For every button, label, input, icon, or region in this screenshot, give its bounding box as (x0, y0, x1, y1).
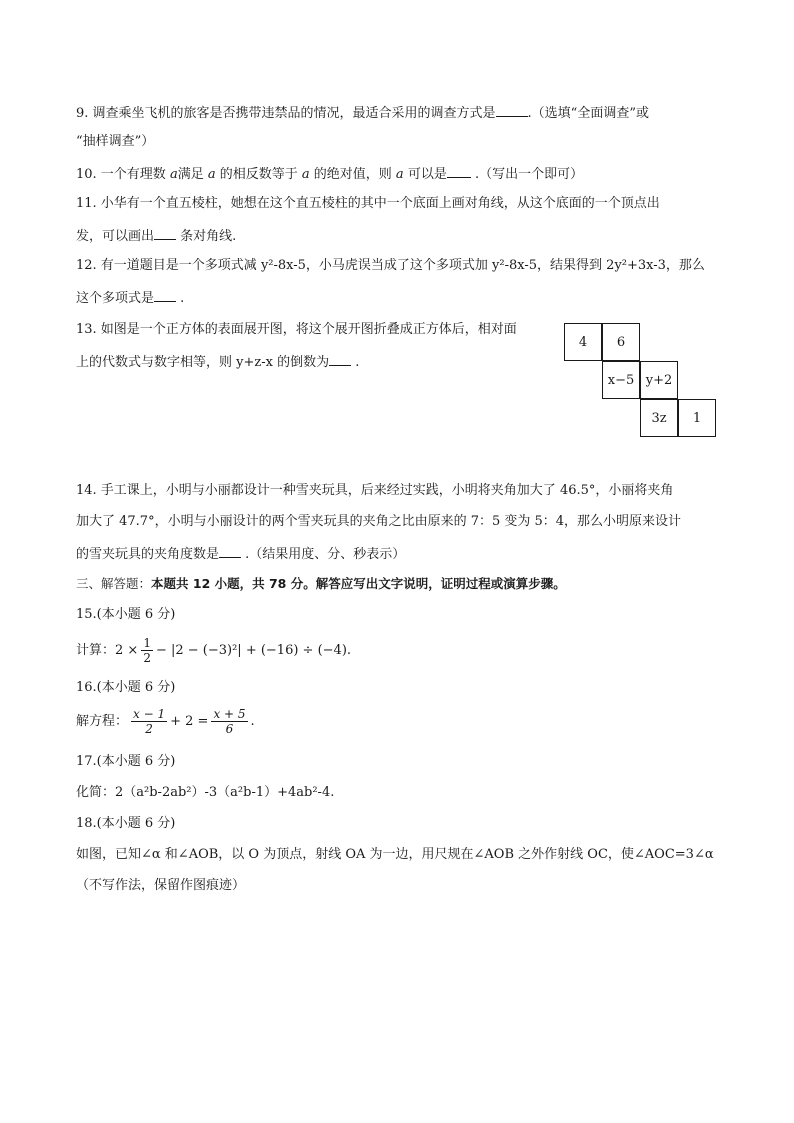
q11-text: 发，可以画出 (76, 229, 155, 244)
answer-blank (219, 543, 241, 558)
q10-text: 可以是 (403, 167, 447, 182)
answer-blank (329, 351, 351, 366)
question-16-title: 16.(本小题 6 分) (76, 680, 176, 695)
net-cell: 4 (564, 323, 602, 361)
question-17-title: 17.(本小题 6 分) (76, 754, 176, 769)
question-14-line-3 (76, 543, 405, 565)
question-9-line-1 (76, 102, 649, 124)
question-9-line-2: “抽样调查”） (76, 134, 155, 149)
numerator: 1 (143, 636, 151, 650)
question-15-expression (76, 636, 351, 665)
net-cell: 3z (640, 399, 678, 437)
answer-blank (154, 225, 176, 240)
q14-text: .（结果用度、分、秒表示） (241, 547, 406, 562)
denominator: 2 (145, 722, 153, 736)
answer-blank (496, 102, 528, 117)
answer-blank (154, 287, 176, 302)
question-18-line-2: （不写作法，保留作图痕迹） (76, 878, 246, 893)
question-16-equation (76, 706, 255, 738)
q16-lead: 解方程： (76, 714, 129, 729)
question-18-line-1: 如图，已知∠α 和∠AOB，以 O 为顶点，射线 OA 为一边，用尺规在∠AOB 之外作射线 OC，使∠AOC=3∠α (76, 847, 714, 862)
numerator: x − 1 (133, 707, 166, 721)
numerator: x + 5 (213, 707, 246, 721)
q10-text: 满足 (177, 167, 208, 182)
q15-expr: − |2 − (−3)²| + (−16) ÷ (−4). (155, 643, 352, 658)
var-a: a (207, 167, 216, 182)
question-12-line-1: 12. 有一道题目是一个多项式减 y²-8x-5，小马虎误当成了这个多项式加 y²-8x-5，结果得到 2y²+3x-3，那么 (76, 258, 705, 273)
question-11-line-1: 11. 小华有一个直五棱柱，她想在这个直五棱柱的其中一个底面上画对角线，从这个底面的一个顶点出 (76, 196, 660, 211)
fraction (141, 636, 153, 665)
q13-text: . (351, 355, 360, 370)
question-12-line-2 (76, 287, 184, 309)
section-instructions: 本题共 12 小题，共 78 分。解答应写出文字说明，证明过程或演算步骤。 (151, 576, 566, 591)
q10-text: 的相反数等于 (215, 167, 302, 182)
var-a: a (301, 167, 310, 182)
question-17-expression: 化简：2（a²b-2ab²）-3（a²b-1）+4ab²-4. (76, 785, 335, 800)
var-a: a (395, 167, 404, 182)
q13-text: 上的代数式与数字相等，则 y+z-x 的倒数为 (76, 355, 330, 370)
denominator: 2 (143, 651, 151, 665)
q10-text: 10. 一个有理数 (76, 167, 170, 182)
q9-text: 9. 调查乘坐飞机的旅客是否携带违禁品的情况，最适合采用的调查方式是 (76, 106, 496, 121)
q10-text: .（写出一个即可） (470, 167, 584, 182)
section-heading (76, 574, 566, 594)
net-cell: 1 (678, 399, 716, 437)
net-cell: 6 (602, 323, 640, 361)
net-cell: x−5 (602, 361, 640, 399)
answer-blank (447, 163, 471, 178)
var-a: a (169, 167, 178, 182)
section-prefix: 三、解答题： (76, 576, 152, 591)
q14-text: 的雪夹玩具的夹角度数是 (76, 547, 220, 562)
question-11-line-2 (76, 225, 236, 247)
denominator: 6 (225, 722, 234, 736)
question-10 (76, 163, 583, 185)
cube-net-figure (564, 323, 721, 439)
q16-end: . (250, 714, 255, 729)
question-13-line-1: 13. 如图是一个正方体的表面展开图，将这个展开图折叠成正方体后，相对面 (76, 322, 517, 337)
question-14-line-1: 14. 手工课上，小明与小丽都设计一种雪夹玩具，后来经过实践，小明将夹角加大了 46.5°，小丽将夹角 (76, 483, 674, 498)
fraction (211, 707, 247, 736)
q9-text-suffix: .（选填“全面调查”或 (527, 106, 649, 121)
q16-expr: + 2 = (170, 714, 209, 729)
question-13-line-2 (76, 351, 359, 373)
q12-text: . (176, 291, 185, 306)
question-15-title: 15.(本小题 6 分) (76, 607, 176, 622)
q11-text: 条对角线. (176, 229, 237, 244)
question-18-title: 18.(本小题 6 分) (76, 816, 176, 831)
q10-text: 的绝对值，则 (309, 167, 396, 182)
net-cell: y+2 (640, 361, 678, 399)
q15-lead: 计算： (76, 643, 116, 658)
question-14-line-2: 加大了 47.7°，小明与小丽设计的两个雪夹玩具的夹角之比由原来的 7：5 变为 5：4，那么小明原来设计 (76, 514, 682, 529)
q12-text: 这个多项式是 (76, 291, 155, 306)
fraction (131, 707, 167, 736)
q15-expr: 2 × (115, 643, 139, 658)
